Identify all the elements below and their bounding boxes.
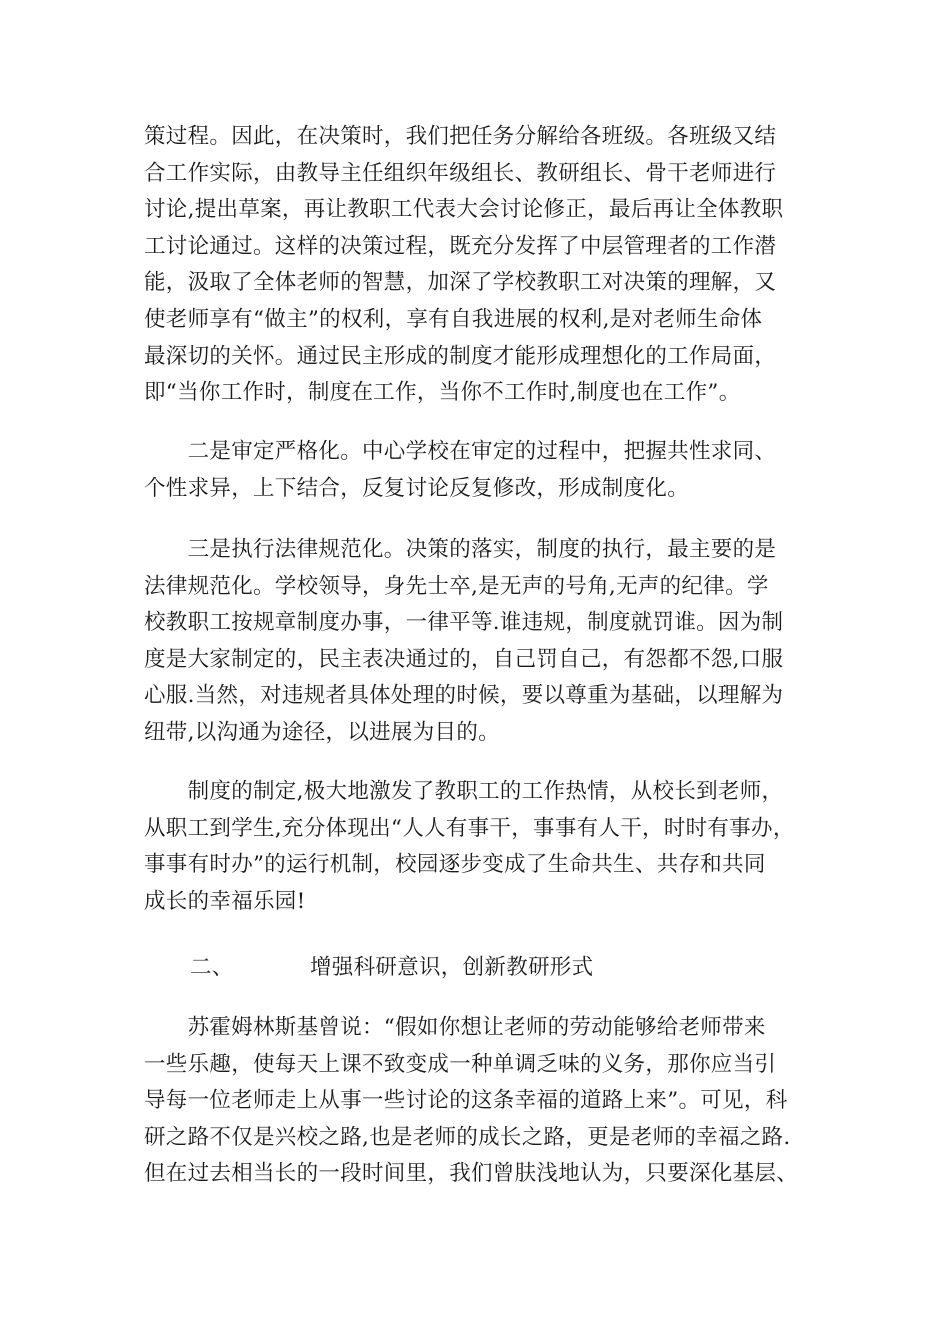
text-line: 使老师享有“做主”的权利，享有自我进展的权利,是对老师生命体 — [144, 306, 763, 332]
text-line: 纽带,以沟通为途径，以进展为目的。 — [144, 719, 500, 745]
text-line: 工讨论通过。这样的决策过程，既充分发挥了中层管理者的工作潜 — [144, 233, 777, 259]
section-heading-line — [144, 950, 824, 987]
text-line: 制度的制定,极大地激发了教职工的工作热情，从校长到老师， — [144, 779, 784, 804]
text-line: 策过程。因此，在决策时，我们把任务分解给各班级。各班级又结 — [144, 124, 777, 149]
text-line: 苏霍姆林斯基曾说：“假如你想让老师的劳动能够给老师带来 — [144, 1015, 766, 1040]
text-line: 校教职工按规章制度办事，一律平等.谁违规，制度就罚谁。因为制 — [144, 610, 784, 636]
paragraph-sukhomlinsky-quote — [144, 1010, 824, 1193]
text-line: 研之路不仅是兴校之路,也是老师的成长之路，更是老师的幸福之路. — [144, 1124, 791, 1150]
text-line: 能，汲取了全体老师的智慧，加深了学校教职工对决策的理解，又 — [144, 270, 777, 296]
text-line: 最深切的关怀。通过民主形成的制度才能形成理想化的工作局面， — [144, 343, 777, 369]
text-line: 讨论,提出草案，再让教职工代表大会讨论修正，最后再让全体教职 — [144, 197, 784, 223]
text-line: 合工作实际，由教导主任组织年级组长、教研组长、骨干老师进行 — [144, 160, 777, 186]
text-line: 度是大家制定的，民主表决通过的，自己罚自己，有怨都不怨,口服 — [144, 646, 784, 672]
text-line: 个性求异，上下结合，反复讨论反复修改，形成制度化。 — [144, 475, 690, 501]
text-line: 二是审定严格化。中心学校在审定的过程中，把握共性求同、 — [144, 439, 777, 464]
paragraph-review-strict — [144, 434, 824, 507]
text-line: 心服.当然，对违规者具体处理的时候，要以尊重为基础，以理解为 — [144, 683, 784, 709]
text-line: 事事有时办”的运行机制，校园逐步变成了生命共生、共存和共同 — [144, 852, 766, 878]
section-number: 二、 — [190, 955, 234, 980]
text-line: 三是执行法律规范化。决策的落实，制度的执行，最主要的是 — [144, 537, 777, 562]
text-line: 成长的幸福乐园! — [144, 888, 306, 914]
paragraph-execution-legal — [144, 532, 824, 752]
section-title: 增强科研意识，创新教研形式 — [310, 955, 594, 980]
paragraph-system-enthusiasm — [144, 774, 824, 920]
text-line: 导每一位老师走上从事一些讨论的这条幸福的道路上来”。可见，科 — [144, 1088, 788, 1114]
text-line: 一些乐趣，使每天上课不致变成一种单调乏味的义务，那你应当引 — [144, 1051, 777, 1077]
paragraph-decision-process — [144, 119, 824, 412]
section-heading — [144, 950, 824, 987]
text-line: 即“当你工作时，制度在工作，当你不工作时,制度也在工作”。 — [144, 380, 741, 406]
text-line: 从职工到学生,充分体现出“人人有事干，事事有人干，时时有事办， — [144, 815, 795, 841]
text-line: 但在过去相当长的一段时间里，我们曾肤浅地认为，只要深化基层、 — [144, 1161, 799, 1187]
text-line: 法律规范化。学校领导，身先士卒,是无声的号角,无声的纪律。学 — [144, 573, 769, 599]
